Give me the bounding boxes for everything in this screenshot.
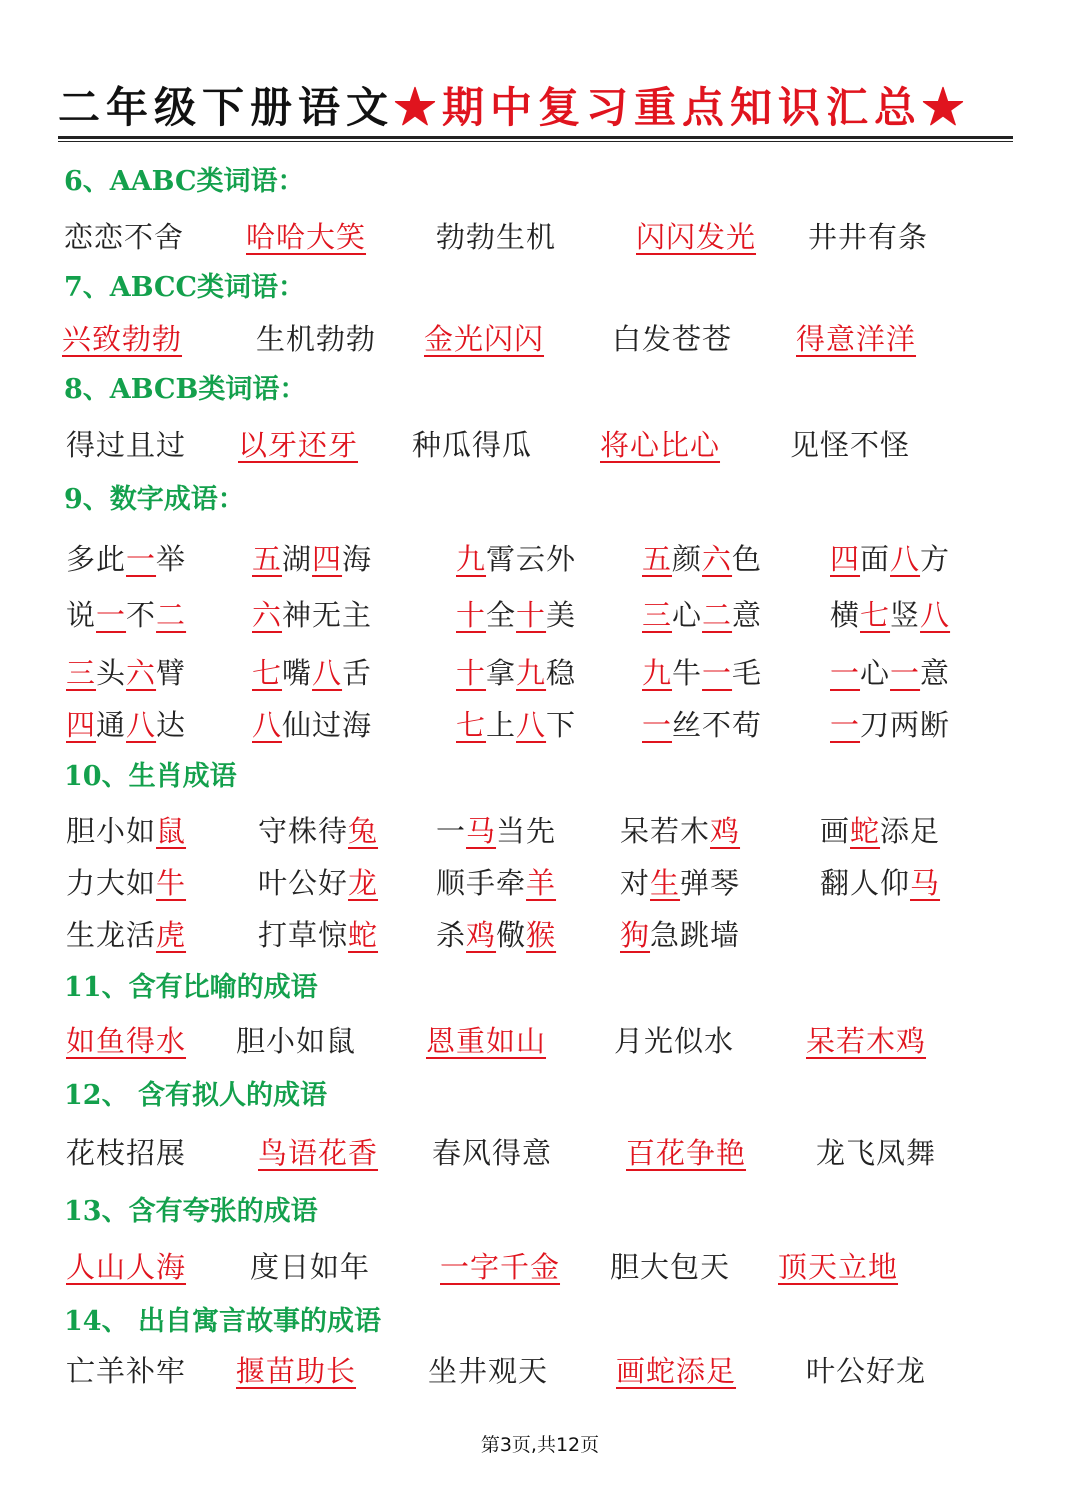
idiom-text: 打草惊: [258, 918, 349, 952]
answer-char: 四: [830, 542, 861, 576]
section-7-heading: 7、ABCC类词语：: [64, 272, 306, 303]
idiom-text: 臂: [156, 656, 187, 690]
answer-char: 八: [890, 542, 921, 576]
answer-char: 虎: [156, 918, 187, 952]
word: 龙飞凤舞: [816, 1136, 937, 1170]
answer-char: 九: [516, 656, 547, 690]
section-13-row: [0, 1244, 1080, 1290]
answer-word: 闪闪发光: [636, 220, 757, 254]
answer-char: 八: [920, 598, 951, 632]
answer-char: 羊: [526, 866, 557, 900]
idiom-text: 湖: [282, 542, 313, 576]
idiom-text: 全: [486, 598, 517, 632]
idiom-text: 达: [156, 708, 187, 742]
idiom: [66, 592, 186, 638]
idiom-text: 对: [620, 866, 651, 900]
section-12-row: [0, 1130, 1080, 1176]
idiom-text: 通: [96, 708, 127, 742]
idiom: [620, 912, 740, 958]
idiom: [66, 702, 186, 748]
idiom: [252, 592, 372, 638]
answer-char: 一: [96, 598, 127, 632]
idiom-text: 力大如: [66, 866, 157, 900]
title-star-left: ★: [394, 83, 443, 132]
answer-char: 六: [252, 598, 283, 632]
answer-char: 二: [156, 598, 187, 632]
idiom-text: 杀: [436, 918, 467, 952]
answer-char: 六: [702, 542, 733, 576]
answer-char: 龙: [348, 866, 379, 900]
answer-char: 五: [642, 542, 673, 576]
idiom-text: 稳: [546, 656, 577, 690]
idiom-text: 霄云外: [486, 542, 577, 576]
idiom-text: 拿: [486, 656, 517, 690]
section-12-heading: 12、 含有拟人的成语: [64, 1080, 327, 1111]
answer-word: 呆若木鸡: [806, 1024, 927, 1058]
word: 胆大包天: [610, 1250, 731, 1284]
section-7-row: [0, 316, 1080, 362]
section-10-heading: 10、生肖成语: [64, 761, 237, 792]
idiom-text: 颜: [672, 542, 703, 576]
idiom-text: 刀两断: [860, 708, 951, 742]
word: 井井有条: [808, 220, 929, 254]
idiom: [258, 808, 378, 854]
answer-char: 四: [312, 542, 343, 576]
answer-char: 一: [126, 542, 157, 576]
idiom-text: 嘴: [282, 656, 313, 690]
answer-char: 八: [126, 708, 157, 742]
answer-word: 金光闪闪: [424, 322, 545, 356]
idiom-row: [0, 808, 1080, 854]
idiom: [66, 536, 186, 582]
idiom-text: 弹琴: [680, 866, 741, 900]
word: 月光似水: [614, 1024, 735, 1058]
idiom-text: 添足: [880, 814, 941, 848]
answer-char: 十: [456, 656, 487, 690]
idiom-text: 舌: [342, 656, 373, 690]
word: 春风得意: [432, 1136, 553, 1170]
answer-word: 人山人海: [66, 1250, 187, 1284]
idiom-text: 多此: [66, 542, 127, 576]
idiom: [456, 702, 576, 748]
word: 种瓜得瓜: [412, 428, 533, 462]
answer-char: 六: [126, 656, 157, 690]
idiom: [436, 860, 556, 906]
answer-char: 三: [66, 656, 97, 690]
answer-word: 兴致勃勃: [62, 322, 183, 356]
idiom: [642, 702, 762, 748]
idiom-text: 心: [860, 656, 891, 690]
idiom-text: 色: [732, 542, 763, 576]
answer-char: 兔: [348, 814, 379, 848]
title-rule-thin: [58, 141, 1013, 142]
idiom: [436, 808, 556, 854]
idiom: [820, 860, 940, 906]
idiom: [620, 860, 740, 906]
word: 恋恋不舍: [64, 220, 185, 254]
answer-word: 以牙还牙: [238, 428, 359, 462]
idiom: [642, 536, 762, 582]
answer-word: 顶天立地: [778, 1250, 899, 1284]
section-8-heading: 8、ABCB类词语：: [64, 374, 307, 405]
answer-char: 三: [642, 598, 673, 632]
idiom-row: [0, 912, 1080, 958]
idiom-text: 竖: [890, 598, 921, 632]
idiom: [456, 592, 576, 638]
section-8-row: [0, 422, 1080, 468]
word: 得过且过: [66, 428, 187, 462]
idiom: [830, 702, 950, 748]
idiom: [820, 808, 940, 854]
word: 花枝招展: [66, 1136, 187, 1170]
word: 度日如年: [250, 1250, 371, 1284]
idiom-text: 头: [96, 656, 127, 690]
answer-char: 一: [702, 656, 733, 690]
idiom-text: 儆: [496, 918, 527, 952]
answer-char: 马: [466, 814, 497, 848]
idiom-text: 当先: [496, 814, 557, 848]
section-9-heading: 9、数字成语：: [64, 484, 245, 515]
answer-word: 哈哈大笑: [246, 220, 367, 254]
answer-char: 马: [910, 866, 941, 900]
word: 见怪不怪: [790, 428, 911, 462]
answer-char: 七: [252, 656, 283, 690]
answer-char: 生: [650, 866, 681, 900]
idiom: [258, 860, 378, 906]
word: 白发苍苍: [612, 322, 733, 356]
idiom: [830, 592, 950, 638]
answer-word: 鸟语花香: [258, 1136, 379, 1170]
answer-char: 猴: [526, 918, 557, 952]
idiom-text: 下: [546, 708, 577, 742]
answer-char: 二: [702, 598, 733, 632]
word: 叶公好龙: [806, 1354, 927, 1388]
answer-char: 一: [830, 708, 861, 742]
answer-word: 画蛇添足: [616, 1354, 737, 1388]
idiom-row: [0, 592, 1080, 638]
answer-char: 十: [516, 598, 547, 632]
section-14-row: [0, 1348, 1080, 1394]
title-rule: [58, 136, 1013, 139]
answer-char: 十: [456, 598, 487, 632]
answer-char: 蛇: [850, 814, 881, 848]
idiom-text: 翻人仰: [820, 866, 911, 900]
idiom-text: 横: [830, 598, 861, 632]
page-title: [58, 78, 1018, 138]
idiom-text: 毛: [732, 656, 763, 690]
answer-char: 八: [252, 708, 283, 742]
idiom: [66, 650, 186, 696]
section-11-row: [0, 1018, 1080, 1064]
word: 勃勃生机: [436, 220, 557, 254]
idiom-text: 神无主: [282, 598, 373, 632]
idiom-text: 叶公好: [258, 866, 349, 900]
answer-char: 蛇: [348, 918, 379, 952]
answer-word: 恩重如山: [426, 1024, 547, 1058]
word: 亡羊补牢: [66, 1354, 187, 1388]
idiom: [66, 860, 186, 906]
idiom-text: 守株待: [258, 814, 349, 848]
idiom-text: 胆小如: [66, 814, 157, 848]
title-star-right: ★: [922, 83, 971, 132]
idiom: [830, 536, 950, 582]
idiom: [66, 912, 186, 958]
answer-char: 七: [456, 708, 487, 742]
section-11-heading: 11、含有比喻的成语: [64, 972, 318, 1003]
idiom-row: [0, 860, 1080, 906]
section-13-heading: 13、含有夸张的成语: [64, 1196, 318, 1227]
answer-char: 九: [456, 542, 487, 576]
answer-char: 九: [642, 656, 673, 690]
answer-char: 七: [860, 598, 891, 632]
word: 生机勃勃: [256, 322, 377, 356]
idiom-text: 呆若木: [620, 814, 711, 848]
answer-word: 揠苗助长: [236, 1354, 357, 1388]
idiom-text: 举: [156, 542, 187, 576]
idiom-row: [0, 650, 1080, 696]
idiom-text: 生龙活: [66, 918, 157, 952]
idiom: [252, 650, 372, 696]
word: 胆小如鼠: [236, 1024, 357, 1058]
answer-char: 五: [252, 542, 283, 576]
title-part1: 二年级下册语文: [58, 83, 395, 132]
idiom-text: 丝不苟: [672, 708, 763, 742]
section-6-row: [0, 214, 1080, 260]
title-part2: 期中复习重点知识汇总: [442, 83, 923, 132]
answer-char: 一: [890, 656, 921, 690]
idiom: [642, 650, 762, 696]
word: 坐井观天: [428, 1354, 549, 1388]
idiom-text: 说: [66, 598, 97, 632]
idiom-text: 海: [342, 542, 373, 576]
answer-char: 一: [642, 708, 673, 742]
idiom-text: 不: [126, 598, 157, 632]
answer-word: 一字千金: [440, 1250, 561, 1284]
idiom-text: 仙过海: [282, 708, 373, 742]
idiom: [456, 536, 576, 582]
idiom: [252, 536, 372, 582]
idiom-text: 面: [860, 542, 891, 576]
answer-char: 鸡: [466, 918, 497, 952]
idiom: [436, 912, 556, 958]
idiom-row: [0, 702, 1080, 748]
idiom: [830, 650, 950, 696]
answer-char: 牛: [156, 866, 187, 900]
page-footer: 第3页,共12页: [480, 1434, 600, 1456]
idiom-text: 顺手牵: [436, 866, 527, 900]
answer-word: 将心比心: [600, 428, 721, 462]
idiom-text: 方: [920, 542, 951, 576]
idiom-text: 画: [820, 814, 851, 848]
idiom-text: 美: [546, 598, 577, 632]
answer-word: 百花争艳: [626, 1136, 747, 1170]
idiom: [66, 808, 186, 854]
idiom-row: [0, 536, 1080, 582]
idiom-text: 意: [732, 598, 763, 632]
idiom: [620, 808, 740, 854]
answer-char: 八: [516, 708, 547, 742]
answer-word: 得意洋洋: [796, 322, 917, 356]
answer-char: 鼠: [156, 814, 187, 848]
idiom-text: 一: [436, 814, 467, 848]
idiom-text: 意: [920, 656, 951, 690]
answer-char: 鸡: [710, 814, 741, 848]
idiom-text: 心: [672, 598, 703, 632]
idiom-text: 上: [486, 708, 517, 742]
idiom: [642, 592, 762, 638]
answer-char: 狗: [620, 918, 651, 952]
answer-char: 八: [312, 656, 343, 690]
idiom: [258, 912, 378, 958]
section-6-heading: 6、AABC类词语：: [64, 166, 305, 197]
idiom: [252, 702, 372, 748]
answer-word: 如鱼得水: [66, 1024, 187, 1058]
section-14-heading: 14、 出自寓言故事的成语: [64, 1306, 381, 1337]
idiom: [456, 650, 576, 696]
idiom-text: 急跳墙: [650, 918, 741, 952]
answer-char: 一: [830, 656, 861, 690]
idiom-text: 牛: [672, 656, 703, 690]
answer-char: 四: [66, 708, 97, 742]
